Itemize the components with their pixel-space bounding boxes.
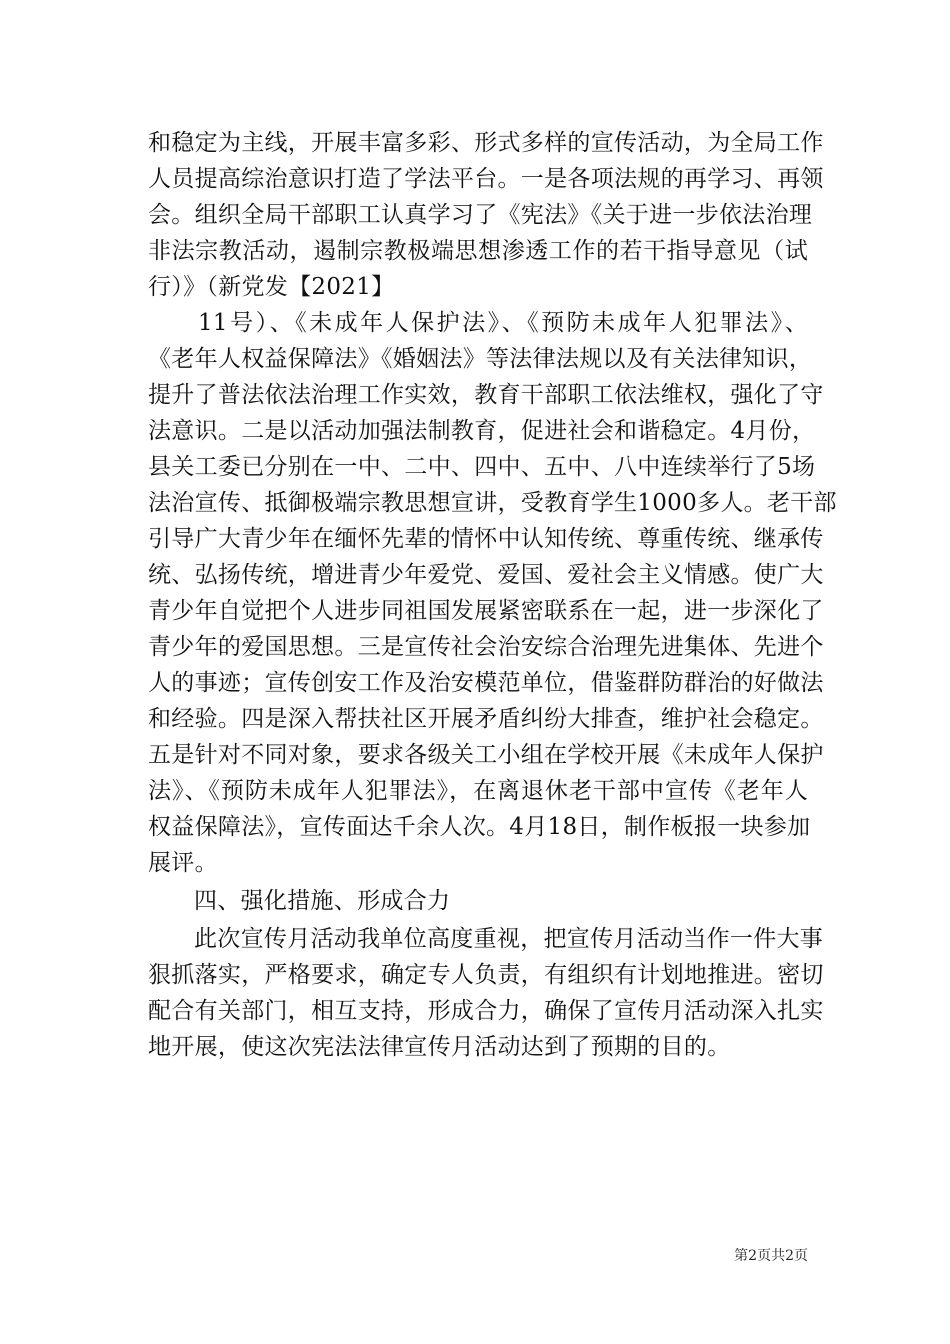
body-text-line: 青少年的爱国思想。三是宣传社会治安综合治理先进集体、先进个 [148,634,824,660]
body-text-line: 法治宣传、抵御极端宗教思想宣讲，受教育学生1000多人。老干部 [148,490,837,516]
body-text-line: 地开展，使这次宪法法律宣传月活动达到了预期的目的。 [148,1034,731,1060]
page-number: 第2页共2页 [734,1248,808,1264]
body-text-line: 权益保障法》，宣传面达千余人次。4月18日，制作板报一块参加 [148,814,811,840]
body-text-line: 11号）、《未成年人保护法》、《预防未成年人犯罪法》、 [198,310,808,336]
body-text-line: 和经验。四是深入帮扶社区开展矛盾纠纷大排查，维护社会稳定。 [148,706,824,732]
body-text-line: 展评。 [148,850,218,876]
body-text-line: 法》、《预防未成年人犯罪法》，在离退休老干部中宣传《老年人 [148,778,808,804]
body-text-line: 和稳定为主线，开展丰富多彩、形式多样的宣传活动，为全局工作 [148,130,824,156]
body-text-line: 行）》（新党发【2021】 [148,274,395,300]
body-text-line: 县关工委已分别在一中、二中、四中、五中、八中连续举行了5场 [148,454,816,480]
body-text-line: 青少年自觉把个人进步同祖国发展紧密联系在一起，进一步深化了 [148,598,824,624]
body-text-line: 非法宗教活动，遏制宗教极端思想渗透工作的若干指导意见（试 [148,238,808,264]
body-text-line: 《老年人权益保障法》《婚姻法》等法律法规以及有关法律知识， [148,346,813,372]
body-text-line: 会。组织全局干部职工认真学习了《宪法》《关于进一步依法治理 [148,202,813,228]
body-text-line: 人员提高综治意识打造了学法平台。一是各项法规的再学习、再领 [148,166,824,192]
body-text-line: 五是针对不同对象，要求各级关工小组在学校开展《未成年人保护 [148,742,824,768]
body-text-line: 配合有关部门，相互支持，形成合力，确保了宣传月活动深入扎实 [148,998,824,1024]
section-heading: 四、强化措施、形成合力 [194,888,451,914]
body-text-line: 引导广大青少年在缅怀先辈的情怀中认知传统、尊重传统、继承传 [148,526,824,552]
body-text-line: 人的事迹；宣传创安工作及治安模范单位，借鉴群防群治的好做法 [148,670,824,696]
body-text-line: 统、弘扬传统，增进青少年爱党、爱国、爱社会主义情感。使广大 [148,562,824,588]
body-text-line: 此次宣传月活动我单位高度重视，把宣传月活动当作一件大事 [194,926,824,952]
body-text-line: 提升了普法依法治理工作实效，教育干部职工依法维权，强化了守 [148,382,824,408]
body-text-line: 狠抓落实，严格要求，确定专人负责，有组织有计划地推进。密切 [148,962,824,988]
body-text-line: 法意识。二是以活动加强法制教育，促进社会和谐稳定。4月份， [148,418,816,444]
